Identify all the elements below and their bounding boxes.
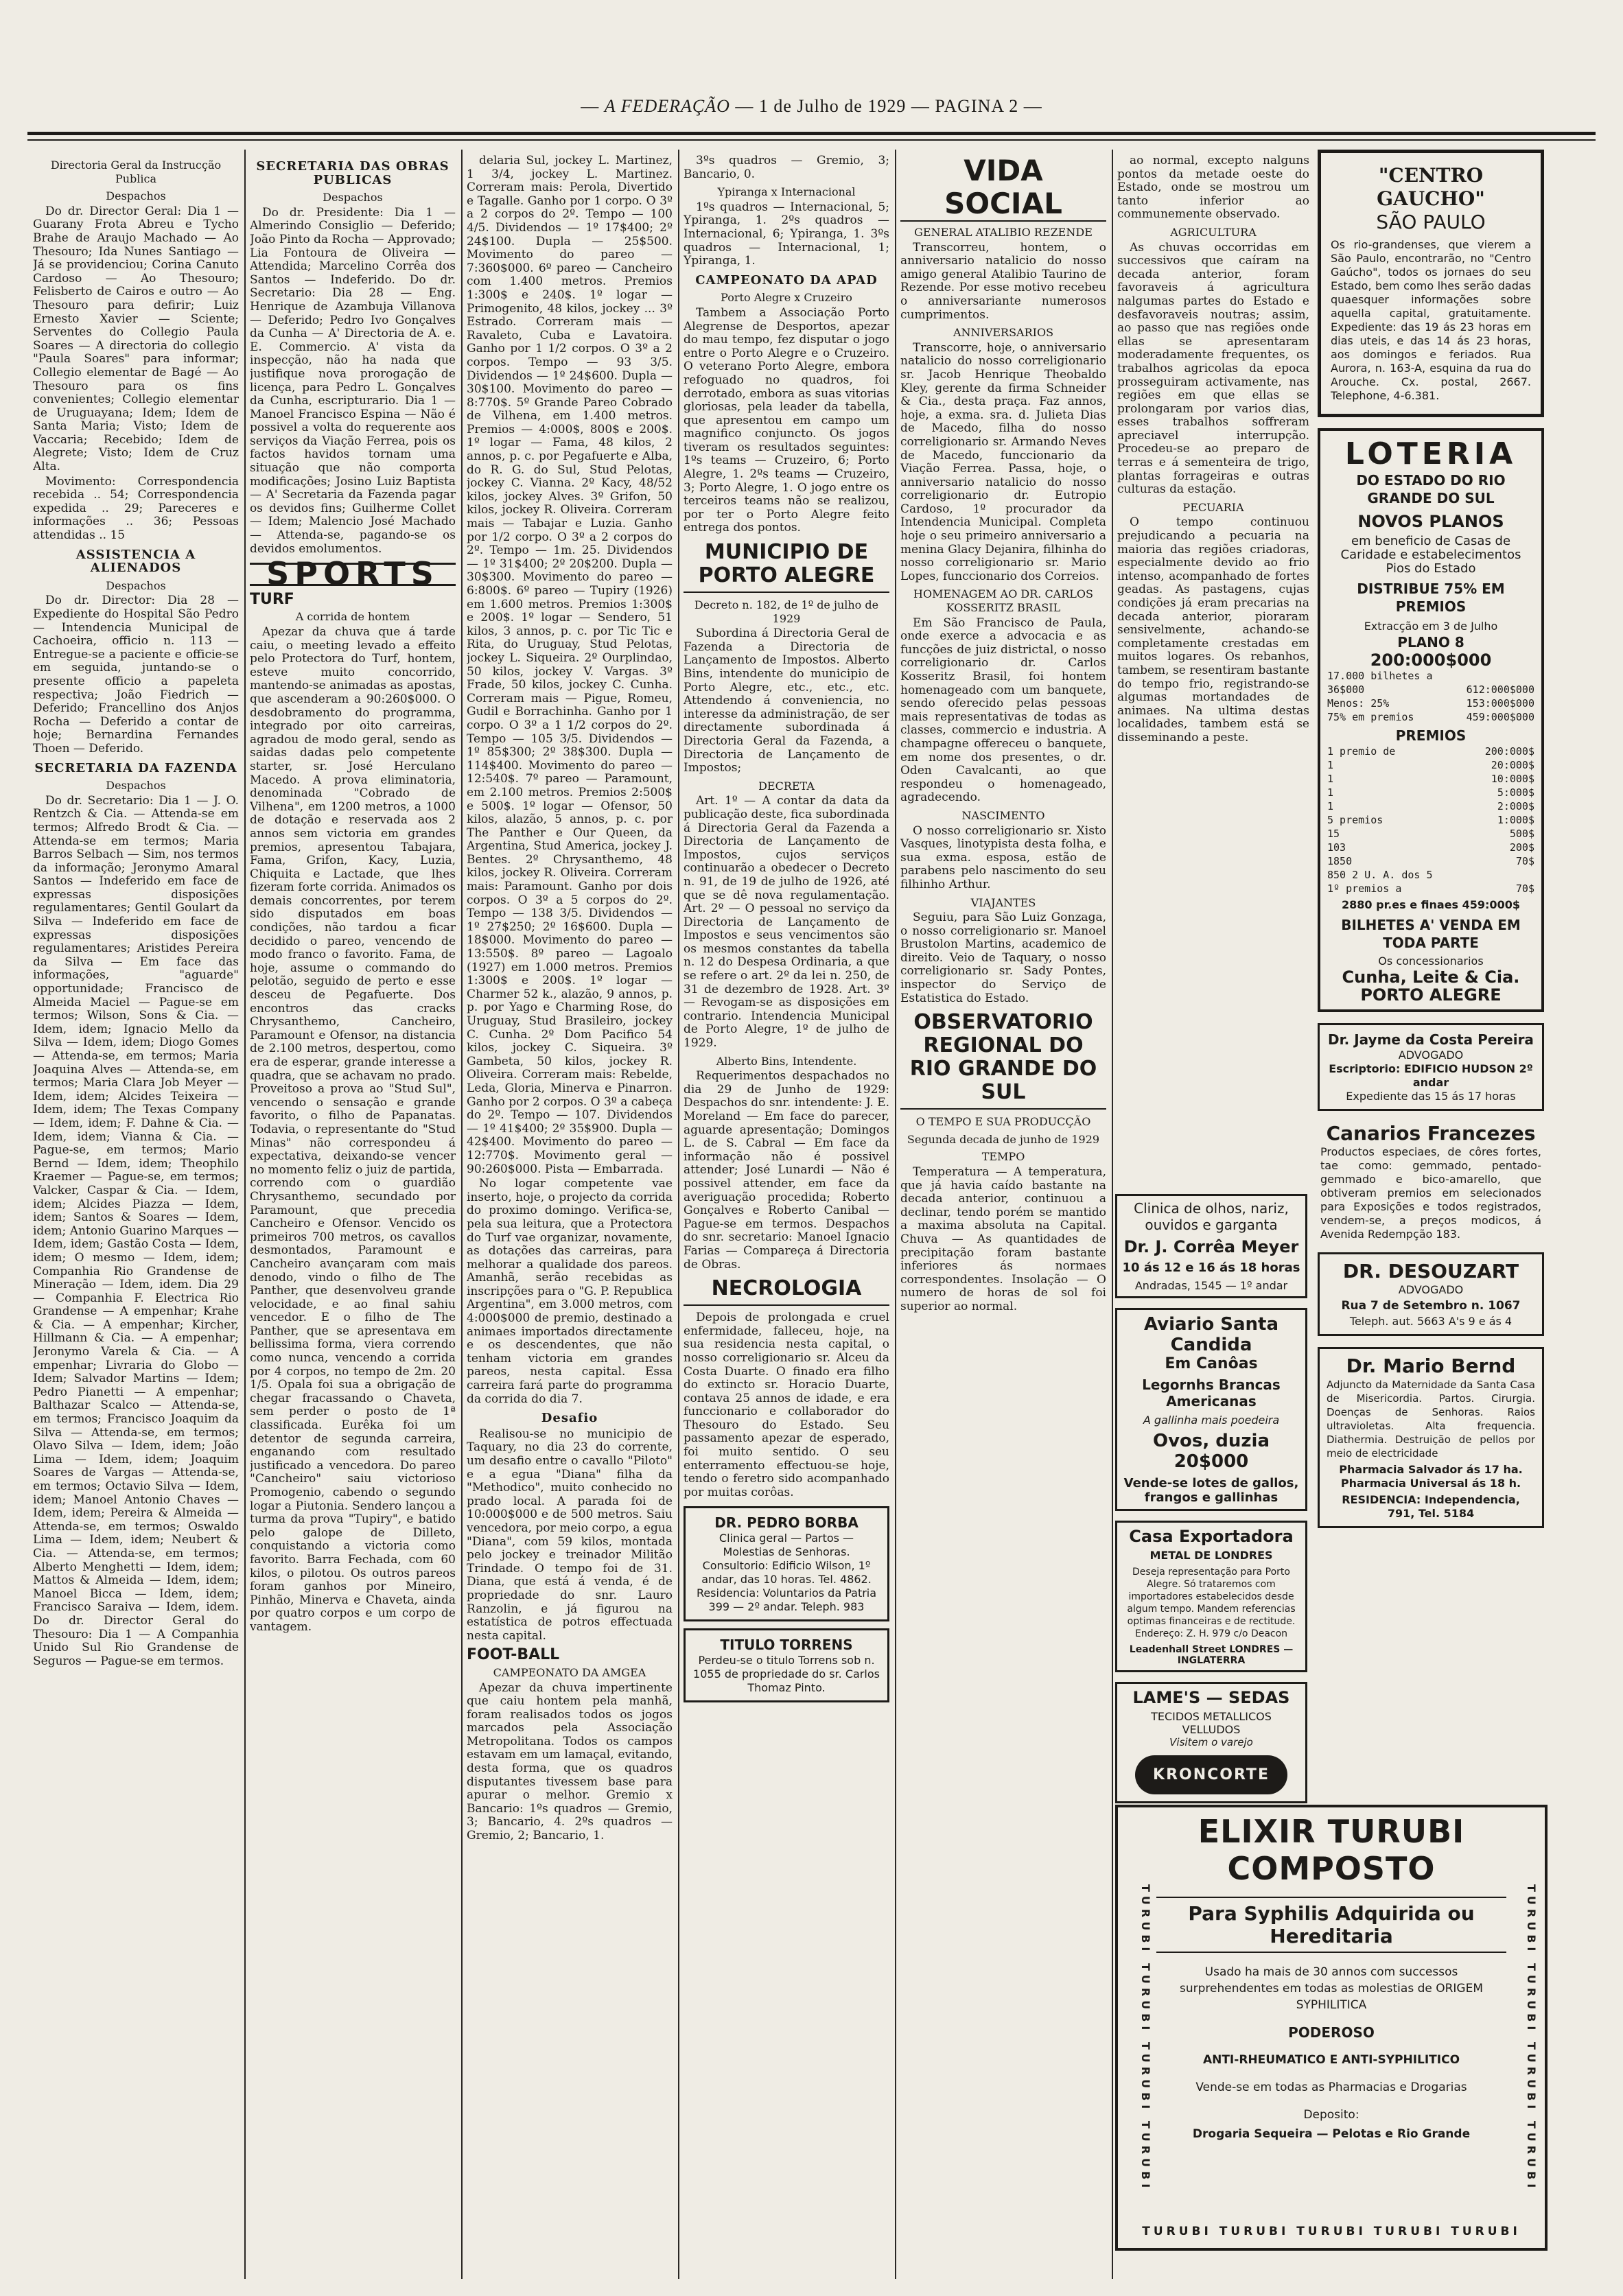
ad-text: Extracção em 3 de Julho [1364, 620, 1498, 633]
ad-text: PLANO 8 [1397, 634, 1464, 651]
article-text: ao normal, excepto nalguns pontos da metade oeste do Estado, onde se mostrou um tanto inferior ao communemente observado. [1117, 154, 1309, 222]
ad-text: Clinica geral — Partos — Molestias de Senhoras. Consultorio: Edificio Wilson, 1º andar, das 10 horas. Tel. 4862. Residencia: Voluntarios da Patria 399 — 2º andar. Teleph. 983 [696, 1532, 877, 1614]
subheading: AGRICULTURA [1170, 225, 1257, 239]
lottery-value: 200$ [1509, 841, 1534, 854]
ad-text: RESIDENCIA: Independencia, 791, Tel. 5184 [1342, 1493, 1520, 1520]
ad-text: PODEROSO [1288, 2024, 1375, 2041]
column-3 [467, 154, 673, 2279]
subheading: NASCIMENTO [961, 808, 1045, 822]
column-5 [900, 154, 1106, 2279]
heading: CAMPEONATO DA APAD [695, 272, 878, 288]
lottery-label: 850 2 U. A. dos 5 [1327, 869, 1433, 881]
subheading: O TEMPO E SUA PRODUCÇÃO [915, 1115, 1091, 1129]
lottery-row [1327, 841, 1534, 854]
ad-text: Rua 7 de Setembro n. 1067 [1341, 1299, 1521, 1313]
ad-title: DR. PEDRO BORBA [714, 1514, 859, 1532]
ad-text: Clinica de olhos, nariz, ouvidos e garganta [1134, 1200, 1289, 1233]
elixir-turubi-ad [1115, 1805, 1548, 2251]
ad-text: DISTRIBUE 75% EM PREMIOS [1357, 581, 1505, 615]
ad-text: DO ESTADO DO RIO GRANDE DO SUL [1356, 472, 1506, 506]
lottery-row [1327, 758, 1534, 772]
turf-heading: TURF [250, 590, 294, 608]
right-ads [1318, 150, 1544, 1539]
article-text: 3ºs quadros — Gremio, 3; Bancario, 0. [684, 154, 889, 181]
column-4 [684, 154, 889, 2279]
lottery-row [1327, 813, 1534, 827]
subheading: VIAJANTES [970, 895, 1036, 909]
ad-text: Escriptorio: EDIFICIO HUDSON 2º andar [1329, 1062, 1533, 1089]
ad-title: Canarios Francezes [1326, 1122, 1536, 1145]
lottery-label: 1º premios a [1327, 882, 1402, 895]
sports-heading: SPORTS [250, 563, 456, 586]
column-divider [678, 150, 679, 2279]
lottery-value: 459:000$000 [1466, 711, 1534, 723]
article-text: Seguiu, para São Luiz Gonzaga, o nosso correligionario sr. Manoel Brustolon Martins, academico de direito. Veio de Taquary, o nosso correligionario sr. Sady Pontes, inspector do Serviço de Estatistica do Estado. [900, 911, 1106, 1005]
ad-title: TITULO TORRENS [720, 1637, 853, 1654]
heading: ASSISTENCIA A ALIENADOS [75, 547, 196, 576]
column-divider [244, 150, 246, 2279]
ad-title: ELIXIR TURUBI COMPOSTO [1198, 1813, 1465, 1887]
ad-text: ADVOGADO [1398, 1049, 1464, 1062]
ad-text: Usado ha mais de 30 annos com successos surprehendentes em todas as molestias de ORIGEM SYPHILITICA [1179, 1965, 1484, 2012]
article-text: Realisou-se no municipio de Taquary, no dia 23 do corrente, um desafio entre o cavallo "Piloto" e a egua "Diana" filha da "Methodico", muito conhecido no prado local. A parada foi de 10:000$000 e de 500 metros. Saiu vencedora, por meio corpo, a egua "Diana", com 59 kilos, montada pelo jockey e treinador Militão Trindade. O tempo foi de 31. Diana, que está á venda, é de propriedade do snr. Lauro Ranzolin, e já figurou na estatística de potros effectuada nesta capital. [467, 1427, 673, 1643]
ad-title: Dr. J. Corrêa Meyer [1123, 1237, 1299, 1256]
article-text: Apezar da chuva que á tarde caiu, o meeting levado a effeito pelo Protectora do Turf, hontem, esteve muito concorrido, mantendo-se animadas as apostas, que ascenderam a 90:260$000. O desdobramento do programma, integrado por oito carreiras, agradou de modo geral, sendo as saidas dadas pelo competente starter, sr. José Herculano Macedo. A prova eliminatoria, denominada "Cobrado de Vilhena", em 1200 metros, a 1000 de dotação e reservada aos 2 annos sem victoria em grandes premios, apresentou Tabajara, Fama, Grifon, Kacy, Luzia, Chiquita e Lactade, que lhes fizeram forte corrida. Animados os demais concorrentes, por terem sido disputados em boas condições, não tardou a ficar decidido o pareo, vencendo de modo franco o favorito. Fama, de hoje, assume o commando do pelotão, seguido de perto e esse desceu de Pegafuerte. Dos encontros das cracks Chrysanthemo, Cancheiro, Paramount e Ofensor, na distancia de 2.100 metros, despertou, como era de esperar, grande interesse a quadra, que se achavam no prado. Proveitoso a prova ao "Stud Sul", vencendo o sensação e grande favorito, o filho de Papanatas. Todavia, o representante do "Stud Minas" não correspondeu á expectativa, deixando-se vencer no momento feliz o juiz de partida, correndo com o guardião Chrysanthemo, secundado por Paramount, que precedia Cancheiro e Ofensor. Vencido os primeiros 700 metros, os cavallos desmontados, Paramount e Cancheiro avançaram com mais denodo, vindo o filho de The Panther, que desenvolveu grande velocidade, e ao final sahiu vencedor. E o filho de The Panther, que se apresentava em bellissima forma, viera correndo como nunca, vencendo a corrida por 4 corpos, no tempo de 2m. 20 1/5. Opala foi sua a obrigação de chegar fracassando o Chaveta, sem perder o posto de 1ª classificada. Eurêka foi um detentor de segunda carreira, enganando com resultado justificado a vencedora. Do pareo "Cancheiro" saiu victorioso Promogenio, cabendo o segundo logar a Piutonia. Sendero lançou a turma da prova "Tupiry", e batido pelo galope de Dilleto, conquistando a victoria como favorito. Barra Fechada, com 60 kilos, o pilotou. Os outros pareos foram ganhos por Mineiro, Pinhão, Minerva e Chaveta, ainda por quatro corpos e um corpo de vantagem. [250, 625, 456, 1634]
subheading: PECUARIA [1182, 500, 1244, 514]
ad-text: ANTI-RHEUMATICO E ANTI-SYPHILITICO [1202, 2053, 1460, 2067]
subheading: CAMPEONATO DA AMGEA [493, 1665, 646, 1679]
meyer-ad [1115, 1194, 1307, 1298]
article-text: 1ºs quadros — Internacional, 5; Ypiranga, 1. 2ºs quadros — Internacional, 6; Ypiranga, 1. 3ºs quadros — Internacional, 1; Ypiranga, 1. [684, 200, 889, 268]
masthead-line-left: — [581, 96, 605, 116]
ad-text: NOVOS PLANOS [1357, 512, 1504, 531]
lottery-row [1327, 882, 1534, 895]
ad-text: Perdeu-se o titulo Torrens sob n. 1055 de propriedade do sr. Carlos Thomaz Pinto. [693, 1654, 880, 1695]
article-text: Do dr. Director Geral: Dia 1 — Guarany Frota Abreu e Tycho Brahe de Araujo Machado — Ao Thesouro; Ida Nunes Santiago — Já se providenciou; Corina Canuto Cardoso — Ao Thesouro; Felisberto de Cairos e outro — Ao Thesouro para defirir; Luiz Ernesto Xavier — Sciente; Serventes do Collegio Paula Soares — A directoria do collegio "Paula Soares" para informar; Collegio elementar de Bagé — Ao Thesouro para os fins convenientes; Collegio elementar de Uruguayana; Idem; Idem de Santa Maria; Visto; Idem de Vaccaria; Recebido; Idem de Alegrete; Visto; Idem de Cruz Alta. [33, 204, 239, 474]
lottery-value: 153:000$000 [1466, 697, 1534, 710]
mid-ads [1115, 1194, 1307, 1803]
heading: Directoria Geral da Instrucção Publica [50, 159, 222, 185]
observatorio-heading: OBSERVATORIO REGIONAL DO RIO GRANDE DO SUL [900, 1011, 1106, 1110]
ad-text: Cunha, Leite & Cia. PORTO ALEGRE [1342, 968, 1520, 1005]
article-text: Do dr. Secretario: Dia 1 — J. O. Rentzch & Cia. — Attenda-se em termos; Alfredo Brodt & Cia. — Attenda-se em termos; Maria Barros Selbach — Sim, nos termos da informação; Jeronymo Amaral Santos — Indeferido em face de expressas disposições regulamentares; Gentil Goulart da Silva — Indeferido em face de expressas disposições regulamentares; Aristides Pereira da Silva — Em face das informações, "aguarde" opportunidade; Francisco de Almeida Maciel — Pague-se em termos; Wilson, Sons & Cia. — Idem, idem; Ignacio Mello da Silva — Idem, idem; Diogo Gomes — Attenda-se, em termos; Maria Joaquina Alves — Attenda-se, em termos; Maria Clara Job Meyer — Idem, idem; Alcides Teixeira — Idem, idem; The Texas Company — Idem, idem; F. Dahne & Cia. — Idem, idem; Vianna & Cia. — Pague-se, em termos; Mario Bernd — Idem, idem; Theophilo Kraemer — Pague-se, em termos; Valcker, Caspar & Cia. — Idem, idem; Alcides Piazza — Idem, idem; Santos & Soares — Idem, idem; Antonio Guarino Marques — Idem, idem; Gastão Costa — Idem, idem; O mesmo — Idem, idem; Companhia Rio Grandense de Mineração — Idem, idem. Dia 29 — Companhia F. Electrica Rio Grandense — A empenhar; Krahe & Cia. — A empenhar; Kircher, Hillmann & Cia. — A empenhar; Jeronymo Varela & Cia. — A empenhar; Livraria do Globo — Idem; Salvador Martins — Idem; Pedro Pianetti — A empenhar; Balthazar Scalco — Attenda-se, em termos; Francisco Joaquim da Silva — Attenda-se, em termos; Olavo Silva — Idem, idem; João Lima — Idem, idem; Joaquim Soares de Vargas — Attenda-se, em termos; Octavio Silva — Idem, idem; Manoel Antonio Chaves — Idem, idem; Pereira & Almeida — Attenda-se, em termos; Oswaldo Lima — Idem, idem; Neubert & Cia. — Attenda-se, em termos; Alberto Menghetti — Idem, idem; Mattos & Almeida — Idem, idem; Manoel Bicca — Idem, idem; Francisco Saraiva — Idem, idem. Do dr. Director Geral do Thesouro: Dia 1 — A Companhia Unido Sul Rio Grandense de Seguros — Pague-se em termos. [33, 793, 239, 1668]
ad-title: LOTERIA [1344, 436, 1517, 471]
article-text: Requerimentos despachados no dia 29 de Junho de 1929: Despachos do snr. intendente: J. E. Moreland — Em face do parecer, aguarde apresentação; Domingos L. de S. Cabral — Em face da informação não é possivel attender; José Lunardi — Não é possivel attender, em face da averiguação procedida; Roberto Gonçalves e Roberto Canibal — Pague-se em termos. Despachos do snr. secretario: Manoel Ignacio Farias — Compareça á Directoria de Obras. [684, 1069, 889, 1272]
lames-logo: KRONCORTE [1135, 1755, 1287, 1794]
ad-text: BILHETES A' VENDA EM TODA PARTE [1341, 917, 1521, 951]
lottery-row [1327, 683, 1534, 696]
subheading: GENERAL ATALIBIO REZENDE [914, 226, 1093, 239]
lottery-label: 1 premio de [1327, 745, 1396, 758]
canarios-ad [1318, 1122, 1544, 1241]
lottery-label: 1850 [1327, 855, 1353, 867]
heading: SECRETARIA DA FAZENDA [34, 760, 237, 775]
ad-text: A gallinha mais poedeira [1143, 1414, 1280, 1427]
lottery-row [1327, 669, 1534, 683]
ad-text: Os rio-grandenses, que vierem a São Paulo, encontrarão, no "Centro Gaúcho", todos os jornaes do seu Estado, bem como lhes serão dadas quaesquer informações sobre aquella capital, gratuitamente. Expediente: das 19 ás 23 horas em dias uteis, e das 14 ás 23 horas, aos domingos e feriados. Rua Aurora, n. 163-A, esquina da rua do Arouche. Cx. postal, 2667. Telephone, 4-6.381. [1331, 238, 1531, 402]
lottery-value: 1:000$ [1497, 814, 1534, 826]
ad-text: Em Canôas [1165, 1355, 1258, 1372]
lottery-label: Menos: 25% [1327, 697, 1390, 710]
article-text: Transcorreu, hontem, o anniversario natalicio do nosso amigo general Atalibio Taurino de Rezende. Por esse motivo recebeu o anniversariante numerosos cumprimentos. [900, 240, 1106, 322]
masthead: — A FEDERAÇÃO — 1 de Julho de 1929 — PAGINA 2 — [581, 96, 1042, 116]
ad-title: LAME'S — SEDAS [1132, 1688, 1290, 1707]
subheading: Despachos [323, 191, 383, 204]
ad-text: Os concessionarios [1378, 954, 1484, 968]
ad-title: "CENTRO GAUCHO" [1377, 164, 1485, 210]
centro-gaucho-ad [1318, 150, 1544, 417]
article-text: Tambem a Associação Porto Alegrense de Desportos, apezar do mau tempo, fez disputar o jogo entre o Porto Alegre e o Cruzeiro. O veterano Porto Alegre, embora refoguado no quadros, foi derrotado, embora as suas vitorias gloriosas, pela leader da tabella, que apresentou em campo um magnifico conjuncto. Os jogos tiveram os resultados seguintes: 1ºs teams — Cruzeiro, 6; Porto Alegre, 1. 2ºs teams — Cruzeiro, 3; Porto Alegre, 1. O jogo entre os terceiros teams não se realizou, por ter o Porto Alegre feito entrega dos pontos. [684, 305, 889, 535]
ad-text: 200:000$000 [1370, 651, 1492, 670]
lottery-label: 1 [1327, 786, 1334, 799]
loteria-ad [1318, 428, 1544, 1012]
subheading: Porto Alegre x Cruzeiro [721, 291, 852, 305]
article-text: Apezar da chuva impertinente que caiu hontem pela manhã, foram realisados todos os jogos marcados pela Associação Metropolitana. Todos os campos estavam em um lamaçal, evitando, desta forma, que os quadros disputantes tivessem base para apurar o melhor. Gremio x Bancario: 1ºs quadros — Gremio, 3; Bancario, 4. 2ºs quadros — Gremio, 2; Bancario, 1. [467, 1680, 673, 1843]
ad-text: Andradas, 1545 — 1º andar [1134, 1279, 1288, 1292]
lottery-value: 70$ [1515, 855, 1534, 867]
column-6 [1117, 154, 1309, 1184]
ad-text: Productos especiaes, de côres fortes, tae como: gemmado, pentado-gemmado e bico-amarello, que obtiveram premios em selecionados para Exposições e todos registrados, vendem-se, a preços modicos, á Avenida Redempção 183. [1320, 1145, 1541, 1241]
ad-text: Deposito: [1303, 2108, 1359, 2122]
subheading: TEMPO [981, 1150, 1025, 1164]
article-text: Art. 1º — A contar da data da publicação deste, fica subordinada á Directoria Geral da Fazenda a Directoria de Lançamento de Impostos, cujos serviços continuarão a obedecer o Decreto n. 91, de 19 de julho de 1926, até que se dê nova regulamentação. Art. 2º — O pessoal no serviço da Directoria de Lançamento de Impostos e seus vencimentos são os mesmos constantes da tabella n. 12 do Despesa Ordinaria, a que se refere o art. 2º da lei n. 250, de 31 de dezembro de 1928. Art. 3º — Revogam-se as disposições em contrario. Intendencia Municipal de Porto Alegre, 1º de julho de 1929. [684, 794, 889, 1051]
article-text: delaria Sul, jockey L. Martinez, 1 3/4, jockey L. Martinez. Correram mais: Perola, Divertido e Tagalle. Ganho por 1 corpo. O 3º a 2 corpos do 2º. Tempo — 100 4/5. Dividendos — 1º 17$400; 2º 24$100. Dupla — 25$500. Movimento do pareo — 7:360$000. 6º pareo — Cancheiro com 1.400 metros. Premios 1:300$ e 240$. 1º logar — Primogenito, 48 kilos, jockey ... 3º Estrado. Correram mais — Ravaleto, Cuba e Lavatoira. Ganho por 1 1/2 corpos. O 3º a 2 corpos. Tempo — 93 3/5. Dividendos — 1º 24$600. Dupla — 30$100. Movimento do pareo — 8:770$. 5º Grande Pareo Cobrado de Vilhena, em 1.400 metros. Premios — 4:000$, 800$ e 200$. 1º logar — Fama, 48 kilos, 2 annos, p. c. por Pegafuerte e Alba, do R. G. do Sul, Stud Pelotas, jockey C. Vianna. 2º Kacy, 48/52 kilos, jockey Alves. 3º Grifon, 50 kilos, jockey R. Oliveira. Correram mais — Tabajar e Luzia. Ganho por 1/2 corpo. O 3º a 2 corpos do 2º. Tempo — 1m. 25. Dividendos — 1º 31$400; 2º 20$200. Dupla — 30$300. Movimento do pareo — 6:800$. 6º pareo — Tupiry (1926) em 1.600 metros. Premios 1:300$ e 200$. 1º logar — Sendero, 51 kilos, 3 annos, p. c. por Tic Tic e Rita, do Uruguay, Stud Pelotas, jockey L. Siqueira. 2º Ourplindao, 50 kilos, jockey V. Vargas. 3º Frade, 50 kilos, jockey C. Cunha. Correram mais — Pigue, Romeu, Gudil e Borrachinha. Ganho por 1 corpo. O 3º a 1 1/2 corpos do 2º. Tempo — 105 3/5. Dividendos — 1º 85$300; 2º 38$300. Dupla — 114$400. Movimento do pareo — 12:540$. 7º pareo — Paramount, em 2.100 metros. Premios 2:500$ e 500$. 1º logar — Ofensor, 50 kilos, alazão, 5 annos, p. c. por The Panther e Our Queen, da Argentina, Stud America, jockey J. Bentes. 2º Chrysanthemo, 48 kilos, jockey R. Oliveira. Correram mais: Paramount. Ganho por dois corpos. O 3º a 5 corpos do 2º. Tempo — 138 3/5. Dividendos — 1º 27$250; 2º 16$600. Dupla — 18$000. Movimento do pareo — 13:550$. 8º pareo — Lagoalo (1927) em 1.000 metros. Premios 1:300$ e 200$. 1º logar — Charmer 52 k., alazão, 9 annos, p. p. por Yago e Charming Rose, do Uruguay, Stud Brasileiro, jockey C. Cunha. 2º Dom Pacifico 54 kilos, jockey C. Siqueira. 3º Gambeta, 50 kilos, jockey R. Oliveira. Correram mais: Rebelde, Leda, Gloria, Minerva e Pinarron. Ganho por 2 corpos. O 3º a cabeça do 2º. Tempo — 107. Dividendos — 1º 41$400; 2º 35$900. Dupla — 42$400. Movimento do pareo — 12:770$. Movimento geral — 90:260$000. Pista — Embarrada. [467, 154, 673, 1176]
titulo-torrens-ad [684, 1628, 889, 1702]
ad-text: Adjuncto da Maternidade da Santa Casa de Misericordia. Partos. Cirurgia. Doenças de Senhoras. Raios ultravioletas. Alta frequencia. Diathermia. Destruição de pellos por meio de electricidade [1327, 1379, 1535, 1460]
ad-text: Vende-se lotes de gallos, frangos e gallinhas [1123, 1476, 1299, 1505]
lottery-label: 36$000 [1327, 683, 1365, 696]
subheading: DECRETA [758, 779, 815, 793]
ad-text: em beneficio de Casas de Caridade e estabelecimentos Pios do Estado [1340, 534, 1521, 576]
article-text: O tempo continuou prejudicando a pecuaria na maioria das regiões criadoras, especialmente devido ao frio intenso, acompanhado de fortes geadas. As pastagens, cujas condições já eram precarias na decada anterior, pioraram sensivelmente, achando-se completamente crestadas em muitos logares. Os rebanhos, tambem, se resentiram bastante do tempo frio, registrando-se algumas mortandades de animaes. Na ultima destas localidades, tambem está se disseminando a peste. [1117, 515, 1309, 745]
subheading: Despachos [106, 779, 166, 793]
ad-text: Leadenhall Street LONDRES — INGLATERRA [1129, 1644, 1294, 1666]
article-text: Transcorre, hoje, o anniversario natalicio do nosso correligionario sr. Jacob Henrique Theobaldo Kley, gerente da firma Schneider & Cia., desta praça. Faz annos, hoje, a exma. sra. d. Julieta Dias de Macedo, filha do nosso correligionario sr. Armando Neves de Macedo, funccionario da Viação Ferrea. Passa, hoje, o anniversario natalicio do nosso correligionario dr. Eutropio Cardoso, 1º procurador da Intendencia Municipal. Completa hoje o seu primeiro anniversario a menina Glacy Dejanira, filhinha do nosso correligionario sr. Mario Lopes, funccionario dos Correios. [900, 340, 1106, 583]
lottery-value: 2:000$ [1497, 800, 1534, 812]
ad-text: TECIDOS METALLICOS VELLUDOS [1151, 1710, 1272, 1736]
lottery-label: 1 [1327, 759, 1334, 771]
subheading: HOMENAGEM AO DR. CARLOS KOSSERITZ BRASIL [913, 587, 1093, 615]
ad-text: 2880 pr.es e finaes 459:000$ [1342, 898, 1520, 911]
subheading: Segunda decada de junho de 1929 [907, 1132, 1100, 1146]
municipio-heading: MUNICIPIO DE PORTO ALEGRE [684, 541, 889, 593]
article-text: Do dr. Director: Dia 28 — Expediente do Hospital São Pedro — Intendencia Municipal de Cachoeira, officio n. 113 — Entregue-se a paciente e officie-se em seguida, juntando-se o presente officio a papeleta respectiva; João Fiedrich — Deferido; Francellino dos Anjos Rocha — Deferido a contar de hoje; Bernardina Fernandes Thoen — Deferido. [33, 594, 239, 755]
ad-text: Legornhs Brancas Americanas [1142, 1377, 1281, 1409]
column-2 [250, 154, 456, 2279]
pedro-borba-ad [684, 1506, 889, 1621]
ad-text: Drogaria Sequeira — Pelotas e Rio Grande [1192, 2127, 1471, 2141]
ad-text: Pharmacia Salvador ás 17 ha. Pharmacia Universal ás 18 h. [1339, 1463, 1523, 1490]
lottery-row [1327, 745, 1534, 758]
subheading: A corrida de hontem [295, 610, 410, 624]
article-text: As chuvas occorridas em successivos que caíram na decada anterior, foram favoraveis á agricultura nalgumas partes do Estado e desfavoraveis noutras; assim, ao passo que nas regiões onde ellas se apresentaram moderadamente frequentes, os trabalhos agricolas da epoca prosseguiram activamente, nas regiões em que ellas se prolongaram por varios dias, esses trabalhos soffreram apreciavel interrupção. Procedeu-se ao preparo de terras e á sementeira de trigo, plantas forrageiras e outras culturas da estação. [1117, 240, 1309, 497]
lottery-row [1327, 799, 1534, 813]
ad-text: 10 ás 12 e 16 ás 18 horas [1122, 1261, 1300, 1275]
article-text: Temperatura — A temperatura, que já havia caído bastante na decada anterior, continuou a declinar, tendo porém se mantido a maxima absoluta na Capital. Chuva — As quantidades de precipitação foram bastante inferiores ás normaes correspondentes. Insolação — O numero de horas de sol foi superior ao normal. [900, 1165, 1106, 1313]
mario-bernd-ad [1318, 1347, 1544, 1528]
lottery-value: 612:000$000 [1466, 683, 1534, 696]
subheading: Despachos [106, 578, 166, 592]
lottery-label: 75% em premios [1327, 711, 1414, 723]
lottery-row [1327, 696, 1534, 710]
casa-exportadora-ad [1115, 1521, 1307, 1672]
lottery-value: 5:000$ [1497, 786, 1534, 799]
column-divider [895, 150, 896, 2279]
lottery-label: 1 [1327, 773, 1334, 785]
ad-text: Vende-se em todas as Pharmacias e Drogarias [1195, 2081, 1467, 2094]
lottery-prizes [1327, 745, 1534, 895]
header-rule-thin [27, 139, 1596, 141]
ad-title: Dr. Jayme da Costa Pereira [1328, 1031, 1534, 1048]
subheading: Ypiranga x Internacional [717, 185, 856, 199]
lottery-row [1327, 854, 1534, 868]
article-text: O nosso correligionario sr. Xisto Vasques, linotypista desta folha, e sua exma. esposa, estão de parabens pelo nascimento do seu filhinho Arthur. [900, 823, 1106, 891]
article-text: Depois de prolongada e cruel enfermidade, falleceu, hoje, na sua residencia nesta capital, o nosso correligionario sr. Alceu da Costa Duarte. O finado era filho do extincto sr. Horacio Duarte, contava 25 annos de idade, e era funccionario e collaborador do Thesouro do Estado. Seu passamento apezar de esperado, foi muito sentido. O seu enterramento effectuou-se hoje, tendo o feretro sido acompanhado por muitas corôas. [684, 1311, 889, 1499]
column-1 [33, 154, 239, 2279]
column-divider [1112, 150, 1113, 2279]
article-text: Em São Francisco de Paula, onde exerce a advocacia e as funcções de juiz districtal, o nosso correligionario dr. Carlos Kosseritz Brasil, foi hontem homenageado com um banquete, sendo oferecido pelas pessoas mais representativas de todas as classes, commercio e industria. A champagne offereceu o banquete, em nome dos presentes, o dr. Oden Cavalcanti, ao que respondeu o homenageado, agradecendo. [900, 616, 1106, 805]
aviario-ad [1115, 1308, 1307, 1511]
ad-subtitle: Para Syphilis Adquirida ou Hereditaria [1156, 1897, 1506, 1953]
column-divider [461, 150, 463, 2279]
lottery-label: 1 [1327, 800, 1334, 812]
ad-text: PREMIOS [1395, 727, 1467, 744]
ad-side-text: TURUBI TURUBI TURUBI TURUBI [1525, 1884, 1538, 2192]
ad-text: Teleph. aut. 5663 A's 9 e ás 4 [1349, 1315, 1513, 1328]
article-text: Movimento: Correspondencia recebida .. 54; Correspondencia expedida .. 29; Pareceres e informações .. 36; Pessoas attendidas .. 15 [33, 474, 239, 543]
lottery-label: 103 [1327, 841, 1346, 854]
ad-side-text: TURUBI TURUBI TURUBI TURUBI [1139, 1884, 1152, 2192]
lottery-value: 500$ [1509, 828, 1534, 840]
lottery-label: 5 premios [1327, 814, 1383, 826]
lottery-value: 10:000$ [1491, 773, 1534, 785]
jayme-ad [1318, 1023, 1544, 1111]
ad-footer: TURUBI TURUBI TURUBI TURUBI TURUBI [1142, 2225, 1521, 2238]
lottery-value: 70$ [1515, 882, 1534, 895]
subheading: ANNIVERSARIOS [953, 326, 1054, 340]
football-heading: FOOT-BALL [467, 1646, 560, 1664]
lottery-row [1327, 786, 1534, 799]
ad-text: Deseja representação para Porto Alegre. Só trataremos com importadores estabelecidos desde algum tempo. Mandem referencias optimas financeiras e de rectitude. Endereço: Z. H. 979 c/o Deacon [1127, 1567, 1296, 1639]
ad-title: Casa Exportadora [1129, 1527, 1294, 1546]
ad-text: Expediente das 15 ás 17 horas [1346, 1090, 1516, 1103]
lottery-row [1327, 772, 1534, 786]
vida-social-heading: VIDA SOCIAL [900, 154, 1106, 222]
article-text: Do dr. Presidente: Dia 1 — Almerindo Consiglio — Deferido; João Pinto da Rocha — Approvado; Lia Fontoura de Oliveira — Attendida; Marcelino Corrêa dos Santos — Indeferido. Do dr. Secretario: Dia 28 — Eng. Henrique de Azambuja Villanova — Deferido; Pedro Ivo Gonçalves da Cunha — A' Directoria de A. e. E. Commercio. A' vista da inspecção, não ha nada que justifique nova prorogação de licença, para Pedro L. Gonçalves da Cunha, escripturario. Dia 1 — Manoel Francisco Espina — Não é possivel a volta do requerente aos serviços da Viação Ferrea, pois os factos havidos tornam uma situação que não comporta modificações; Josino Luiz Baptista — A' Secretaria da Fazenda pagar os devidos fins; Guilherme Collet — Idem; Malencio José Machado — Attenda-se, pagando-se os devidos emolumentos. [250, 205, 456, 556]
lottery-value: 200:000$ [1484, 745, 1534, 758]
lottery-label: 15 [1327, 828, 1340, 840]
subheading: Decreto n. 182, de 1º de julho de 1929 [694, 598, 879, 625]
heading: SECRETARIA DAS OBRAS PUBLICAS [256, 159, 449, 187]
lottery-row [1327, 710, 1534, 724]
ad-text: Ovos, duzia 20$000 [1152, 1431, 1270, 1472]
ad-title: Aviario Santa Candida [1143, 1314, 1278, 1355]
paper-title: A FEDERAÇÃO [604, 96, 730, 116]
lottery-row [1327, 868, 1534, 882]
article-text: Subordina á Directoria Geral de Fazenda a Directoria de Lançamento de Impostos. Alberto Bins, intendente do municipio de Porto Alegre, etc., etc., etc. Attendendo á conveniencia, no interesse da administração, de ser directamente subordinada á Directoria Geral da Fazenda, a Directoria de Lançamento de Impostos; [684, 626, 889, 775]
issue-date: 1 de Julho de 1929 [758, 96, 907, 116]
necrologia-heading: NECROLOGIA [684, 1277, 889, 1306]
lottery-value: 20:000$ [1491, 759, 1534, 771]
ad-text: ADVOGADO [1398, 1283, 1464, 1296]
lottery-label: 17.000 bilhetes a [1327, 670, 1433, 682]
lames-ad [1115, 1682, 1307, 1803]
ad-title: DR. DESOUZART [1342, 1260, 1519, 1282]
ad-text: METAL DE LONDRES [1149, 1549, 1273, 1562]
subheading: Despachos [106, 189, 166, 203]
desouzart-ad [1318, 1252, 1544, 1336]
lottery-table [1327, 669, 1534, 724]
lottery-row [1327, 827, 1534, 841]
ad-text: Visitem o varejo [1169, 1736, 1253, 1748]
ad-text: SÃO PAULO [1376, 211, 1486, 233]
header-rule [27, 132, 1596, 135]
page-number: PAGINA 2 [935, 96, 1019, 116]
ad-title: Dr. Mario Bernd [1346, 1355, 1516, 1377]
signature: Alberto Bins, Intendente. [716, 1054, 857, 1068]
heading: Desafio [541, 1411, 598, 1426]
article-text: No logar competente vae inserto, hoje, o projecto da corrida do proximo domingo. Verifica-se, pela sua leitura, que a Protectora do Turf vae organizar, novamente, as dotações das carreiras, para melhorar a qualidade dos pareos. Amanhã, serão recebidas as inscripções para o "G. P. Republica Argentina", em 3.000 metros, com 4:000$000 de premio, destinado a animaes importados directamente e os descendentes, que não tenham victoria em grandes pareos, nesta capital. Essa carreira fará parte do programma da corrida do dia 7. [467, 1177, 673, 1406]
